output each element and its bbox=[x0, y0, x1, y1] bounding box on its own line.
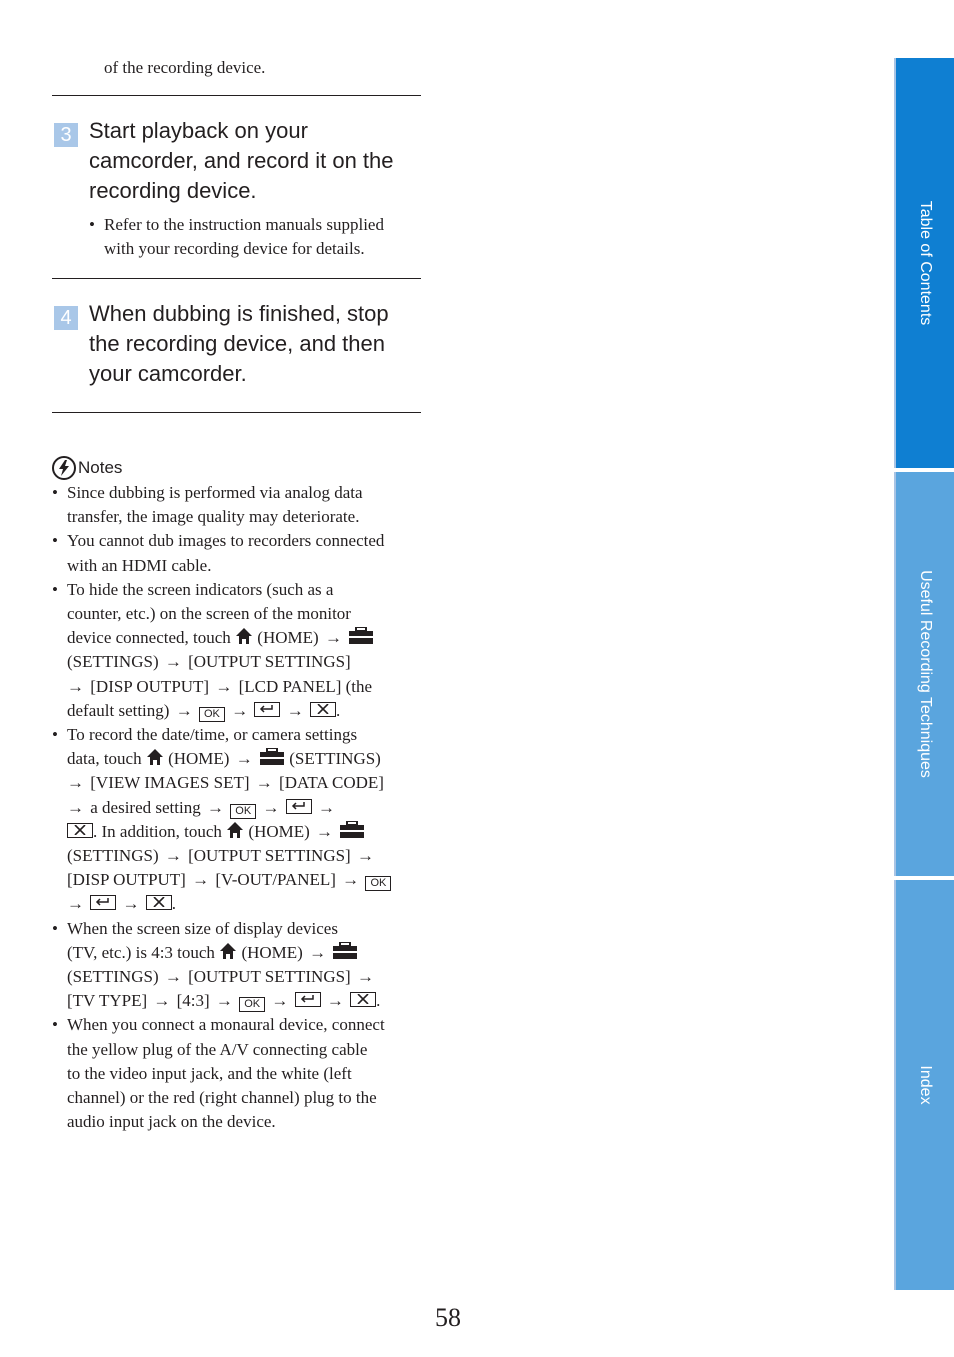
arrow-icon: → bbox=[317, 797, 335, 817]
settings-label: (SETTINGS) bbox=[67, 967, 159, 987]
menu-item-text: [DATA CODE] bbox=[279, 773, 384, 793]
arrow-icon: → bbox=[67, 797, 84, 817]
note-line bbox=[67, 965, 420, 989]
note-item bbox=[52, 1013, 420, 1134]
note-line: to the video input jack, and the white (left bbox=[67, 1063, 352, 1083]
note-line: with an HDMI cable. bbox=[67, 555, 212, 575]
arrow-icon: → bbox=[231, 700, 249, 720]
arrow-icon: → bbox=[235, 749, 253, 769]
note-line bbox=[67, 650, 420, 674]
tab-index[interactable] bbox=[894, 880, 954, 1290]
tab-label: Table of Contents bbox=[917, 200, 934, 326]
arrow-icon: → bbox=[262, 797, 280, 817]
arrow-icon: → bbox=[164, 652, 182, 672]
home-icon bbox=[219, 942, 237, 960]
note-line bbox=[67, 699, 420, 723]
period: . bbox=[376, 991, 381, 1011]
home-label: (HOME) bbox=[248, 821, 310, 841]
note-line: When you connect a monaural device, connect bbox=[67, 1015, 385, 1035]
note-line bbox=[67, 626, 420, 650]
step-title-line: camcorder, and record it on the bbox=[89, 148, 394, 173]
menu-item-text: [TV TYPE] bbox=[67, 991, 148, 1011]
bullet: • bbox=[52, 579, 58, 599]
home-icon bbox=[226, 821, 244, 839]
note-text: a desired setting bbox=[90, 797, 201, 817]
arrow-icon: → bbox=[326, 991, 344, 1011]
arrow-icon: → bbox=[164, 967, 182, 987]
arrow-icon: → bbox=[67, 894, 84, 914]
bullet: • bbox=[52, 918, 58, 938]
settings-label: (SETTINGS) bbox=[67, 652, 159, 672]
bullet: • bbox=[89, 215, 95, 234]
note-text: (TV, etc.) is 4:3 touch bbox=[67, 942, 215, 962]
note-line bbox=[67, 747, 420, 771]
notes-label: Notes bbox=[78, 458, 123, 477]
menu-item-text: [4:3] bbox=[176, 991, 210, 1011]
menu-item-text: [OUTPUT SETTINGS] bbox=[188, 846, 351, 866]
menu-item-text: [OUTPUT SETTINGS] bbox=[188, 652, 351, 672]
note-line bbox=[67, 796, 420, 820]
notes-list bbox=[52, 481, 420, 1134]
note-line: To hide the screen indicators (such as a bbox=[67, 579, 334, 599]
menu-item-text: [DISP OUTPUT] bbox=[90, 676, 210, 696]
note-line: Since dubbing is performed via analog data bbox=[67, 483, 363, 502]
close-icon bbox=[310, 702, 336, 717]
step-title bbox=[89, 299, 419, 389]
note-line bbox=[67, 892, 420, 916]
bullet: • bbox=[52, 1015, 58, 1035]
tab-table-of-contents[interactable] bbox=[894, 58, 954, 468]
arrow-icon: → bbox=[67, 773, 84, 793]
intro-text: of the recording device. bbox=[104, 58, 266, 77]
note-text: default setting) bbox=[67, 700, 170, 720]
note-item bbox=[52, 917, 420, 1014]
note-line bbox=[67, 771, 420, 795]
note-line bbox=[67, 989, 420, 1013]
home-label: (HOME) bbox=[241, 942, 303, 962]
side-navigation bbox=[894, 58, 954, 1290]
step-number: 4 bbox=[54, 306, 78, 330]
step-number: 3 bbox=[54, 123, 78, 147]
ok-button-icon: OK bbox=[230, 804, 256, 819]
ok-button-icon: OK bbox=[239, 997, 265, 1012]
note-line: transfer, the image quality may deteriorate. bbox=[67, 507, 360, 527]
note-text: data, touch bbox=[67, 749, 142, 769]
step-title-line: Start playback on your bbox=[89, 118, 308, 143]
note-line: audio input jack on the device. bbox=[67, 1112, 276, 1132]
bullet: • bbox=[52, 725, 58, 745]
return-icon bbox=[90, 895, 116, 910]
arrow-icon: → bbox=[215, 676, 233, 696]
menu-item-text: [VIEW IMAGES SET] bbox=[90, 773, 250, 793]
home-label: (HOME) bbox=[168, 749, 230, 769]
divider bbox=[52, 95, 421, 96]
note-line bbox=[67, 820, 420, 844]
settings-label: (SETTINGS) bbox=[67, 846, 159, 866]
step-title-line: the recording device, and then bbox=[89, 331, 385, 356]
arrow-icon: → bbox=[175, 700, 193, 720]
return-icon bbox=[254, 702, 280, 717]
step-title bbox=[89, 116, 419, 206]
note-line: channel) or the red (right channel) plug to the bbox=[67, 1088, 377, 1108]
page-number: 58 bbox=[435, 1303, 461, 1332]
home-icon bbox=[146, 748, 164, 766]
arrow-icon: → bbox=[206, 797, 224, 817]
bullet: • bbox=[52, 531, 58, 551]
ok-button-icon: OK bbox=[365, 876, 391, 891]
arrow-icon: → bbox=[342, 870, 360, 890]
settings-label: (SETTINGS) bbox=[289, 749, 381, 769]
notes-warning-icon bbox=[52, 456, 76, 480]
note-line bbox=[67, 844, 420, 868]
divider bbox=[52, 412, 421, 413]
close-icon bbox=[67, 823, 93, 838]
arrow-icon: → bbox=[67, 676, 84, 696]
note-line: To record the date/time, or camera settings bbox=[67, 725, 358, 745]
note-line: counter, etc.) on the screen of the monitor bbox=[67, 604, 351, 624]
tab-label: Useful Recording Techniques bbox=[917, 570, 934, 778]
note-line bbox=[67, 675, 420, 699]
arrow-icon: → bbox=[324, 628, 342, 648]
note-item bbox=[52, 723, 420, 917]
toolbox-icon bbox=[348, 627, 374, 645]
arrow-icon: → bbox=[215, 991, 233, 1011]
step-title-line: recording device. bbox=[89, 178, 257, 203]
tab-useful-recording-techniques[interactable] bbox=[894, 472, 954, 876]
arrow-icon: → bbox=[356, 967, 374, 987]
step-title-line: your camcorder. bbox=[89, 361, 247, 386]
return-icon bbox=[295, 992, 321, 1007]
close-icon bbox=[146, 895, 172, 910]
step-sub-bullet bbox=[89, 213, 421, 261]
close-icon bbox=[350, 992, 376, 1007]
menu-item-text: [OUTPUT SETTINGS] bbox=[188, 967, 351, 987]
note-line: the yellow plug of the A/V connecting cable bbox=[67, 1039, 368, 1059]
toolbox-icon bbox=[259, 748, 285, 766]
note-item bbox=[52, 481, 420, 529]
arrow-icon: → bbox=[316, 821, 334, 841]
note-item bbox=[52, 578, 420, 723]
note-line: When the screen size of display devices bbox=[67, 918, 338, 938]
tab-label: Index bbox=[917, 1065, 934, 1105]
menu-item-text: [V-OUT/PANEL] bbox=[215, 870, 336, 890]
sub-bullet-line: with your recording device for details. bbox=[104, 239, 365, 258]
period: . bbox=[171, 894, 176, 914]
menu-item-text: [DISP OUTPUT] bbox=[67, 870, 186, 890]
home-icon bbox=[235, 627, 253, 645]
step-title-line: When dubbing is finished, stop bbox=[89, 301, 389, 326]
note-text: . In addition, touch bbox=[93, 821, 222, 841]
note-line bbox=[67, 941, 420, 965]
arrow-icon: → bbox=[153, 991, 171, 1011]
arrow-icon: → bbox=[309, 942, 327, 962]
home-label: (HOME) bbox=[257, 628, 319, 648]
note-line bbox=[67, 868, 420, 892]
divider bbox=[52, 278, 421, 279]
period: . bbox=[335, 700, 341, 720]
toolbox-icon bbox=[332, 942, 358, 960]
return-icon bbox=[286, 799, 312, 814]
arrow-icon: → bbox=[255, 773, 273, 793]
note-line: You cannot dub images to recorders connected bbox=[67, 531, 385, 551]
arrow-icon: → bbox=[286, 700, 304, 720]
sub-bullet-line: Refer to the instruction manuals supplied bbox=[104, 215, 384, 234]
arrow-icon: → bbox=[356, 846, 374, 866]
arrow-icon: → bbox=[122, 894, 140, 914]
arrow-icon: → bbox=[271, 991, 289, 1011]
arrow-icon: → bbox=[164, 846, 182, 866]
bullet: • bbox=[52, 483, 58, 502]
note-item bbox=[52, 529, 420, 577]
toolbox-icon bbox=[339, 821, 365, 839]
note-text: device connected, touch bbox=[67, 628, 231, 648]
arrow-icon: → bbox=[192, 870, 210, 890]
menu-item-text: [LCD PANEL] (the bbox=[238, 676, 373, 696]
ok-button-icon: OK bbox=[199, 707, 225, 722]
